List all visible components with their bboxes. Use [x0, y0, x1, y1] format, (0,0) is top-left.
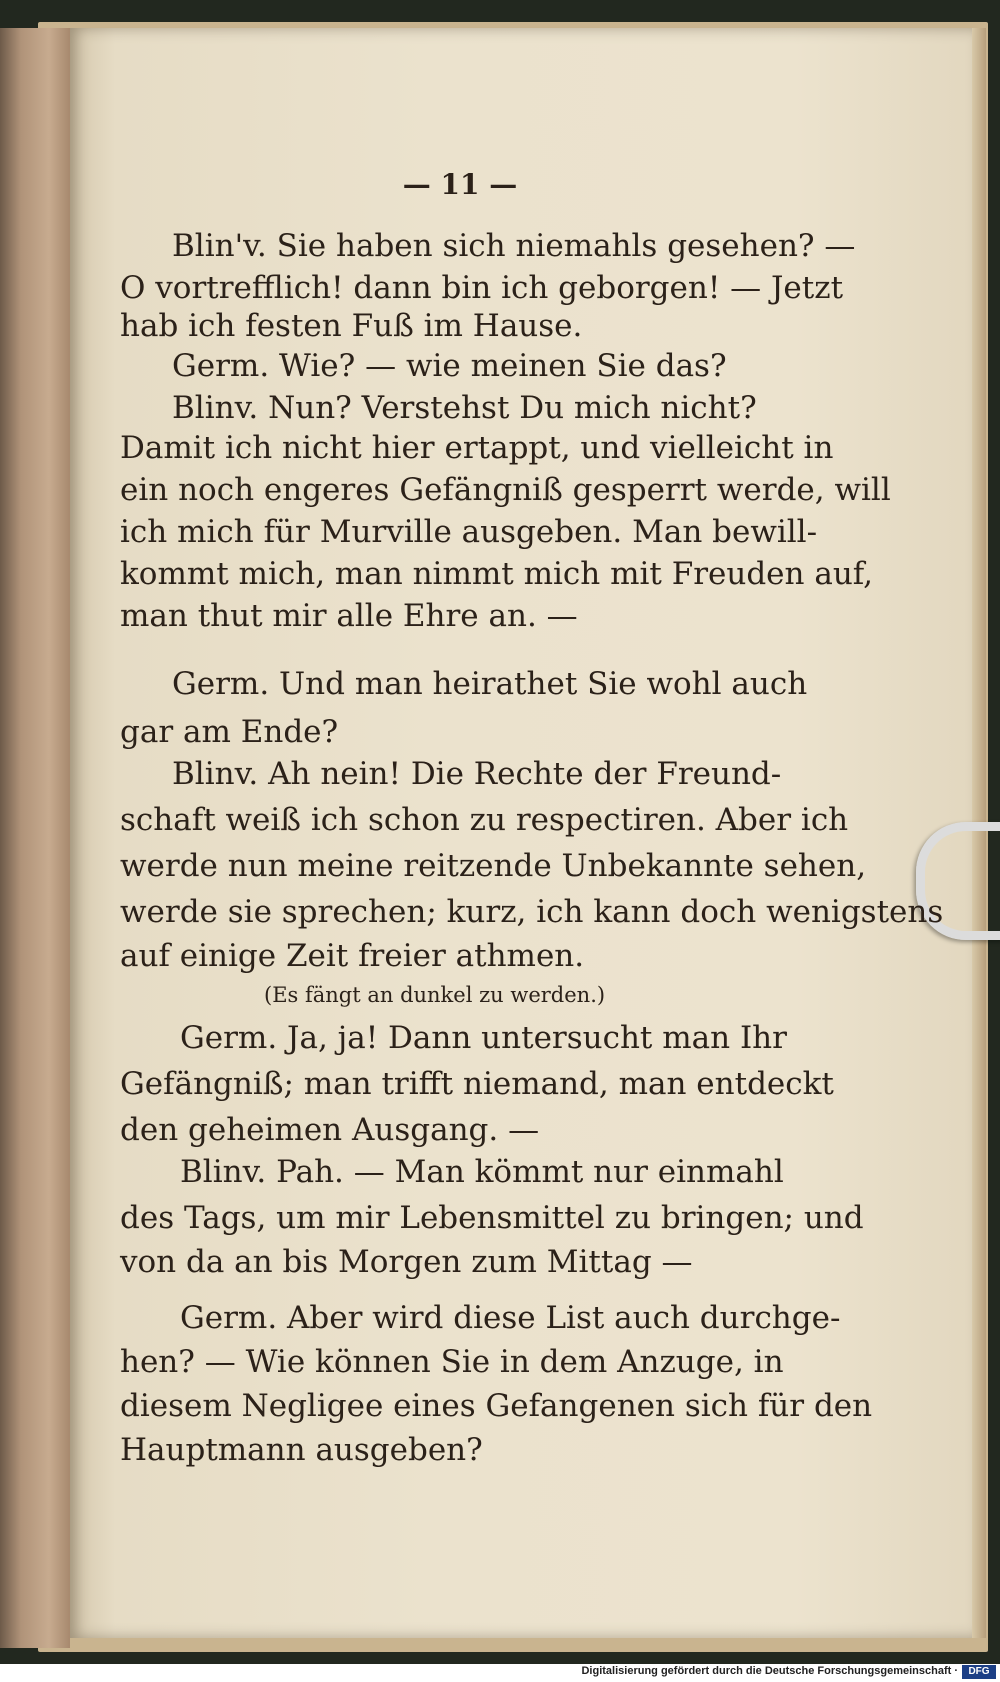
- text-line: des Tags, um mir Lebensmittel zu bringen; und: [120, 1200, 864, 1236]
- text-line: Germ. Und man heirathet Sie wohl auch: [172, 666, 808, 702]
- text-line: Blinv. Ah nein! Die Rechte der Freund-: [172, 756, 782, 792]
- text-line: ein noch engeres Gefängniß gesperrt werde, will: [120, 472, 891, 508]
- text-line: werde nun meine reitzende Unbekannte sehen,: [120, 848, 867, 884]
- text-line: O vortrefflich! dann bin ich geborgen! — Jetzt: [120, 270, 844, 306]
- text-line: Germ. Aber wird diese List auch durchge-: [180, 1300, 841, 1336]
- page-number: — 11 —: [402, 168, 518, 201]
- text-line: hab ich festen Fuß im Hause.: [120, 308, 583, 344]
- text-line: ich mich für Murville ausgeben. Man bewill-: [120, 514, 818, 550]
- text-line: von da an bis Morgen zum Mittag —: [120, 1244, 693, 1280]
- digitization-credit: Digitalisierung gefördert durch die Deutsche Forschungsgemeinschaft ·: [581, 1665, 958, 1677]
- text-line: gar am Ende?: [120, 714, 339, 750]
- text-line: den geheimen Ausgang. —: [120, 1112, 540, 1148]
- text-line: Blinv. Pah. — Man kömmt nur einmahl: [180, 1154, 784, 1190]
- stage-direction: (Es fängt an dunkel zu werden.): [264, 983, 606, 1007]
- text-line: Germ. Wie? — wie meinen Sie das?: [172, 348, 727, 384]
- text-line: Germ. Ja, ja! Dann untersucht man Ihr: [180, 1020, 787, 1056]
- text-line: auf einige Zeit freier athmen.: [120, 938, 585, 974]
- text-line: Blinv. Nun? Verstehst Du mich nicht?: [172, 390, 757, 426]
- text-line: schaft weiß ich schon zu respectiren. Aber ich: [120, 802, 849, 838]
- text-line: Hauptmann ausgeben?: [120, 1432, 483, 1468]
- text-line: Damit ich nicht hier ertappt, und vielleicht in: [120, 430, 834, 466]
- text-line: man thut mir alle Ehre an. —: [120, 598, 578, 634]
- text-line: hen? — Wie können Sie in dem Anzuge, in: [120, 1344, 784, 1380]
- text-line: kommt mich, man nimmt mich mit Freuden auf,: [120, 556, 874, 592]
- text-line: diesem Negligee eines Gefangenen sich für den: [120, 1388, 873, 1424]
- text-line: werde sie sprechen; kurz, ich kann doch wenigstens: [120, 894, 944, 930]
- text-line: Blin'v. Sie haben sich niemahls gesehen? —: [172, 228, 856, 264]
- book-spine-edge: [0, 28, 70, 1648]
- dfg-logo: DFG: [962, 1665, 996, 1679]
- text-line: Gefängniß; man trifft niemand, man entdeckt: [120, 1066, 834, 1102]
